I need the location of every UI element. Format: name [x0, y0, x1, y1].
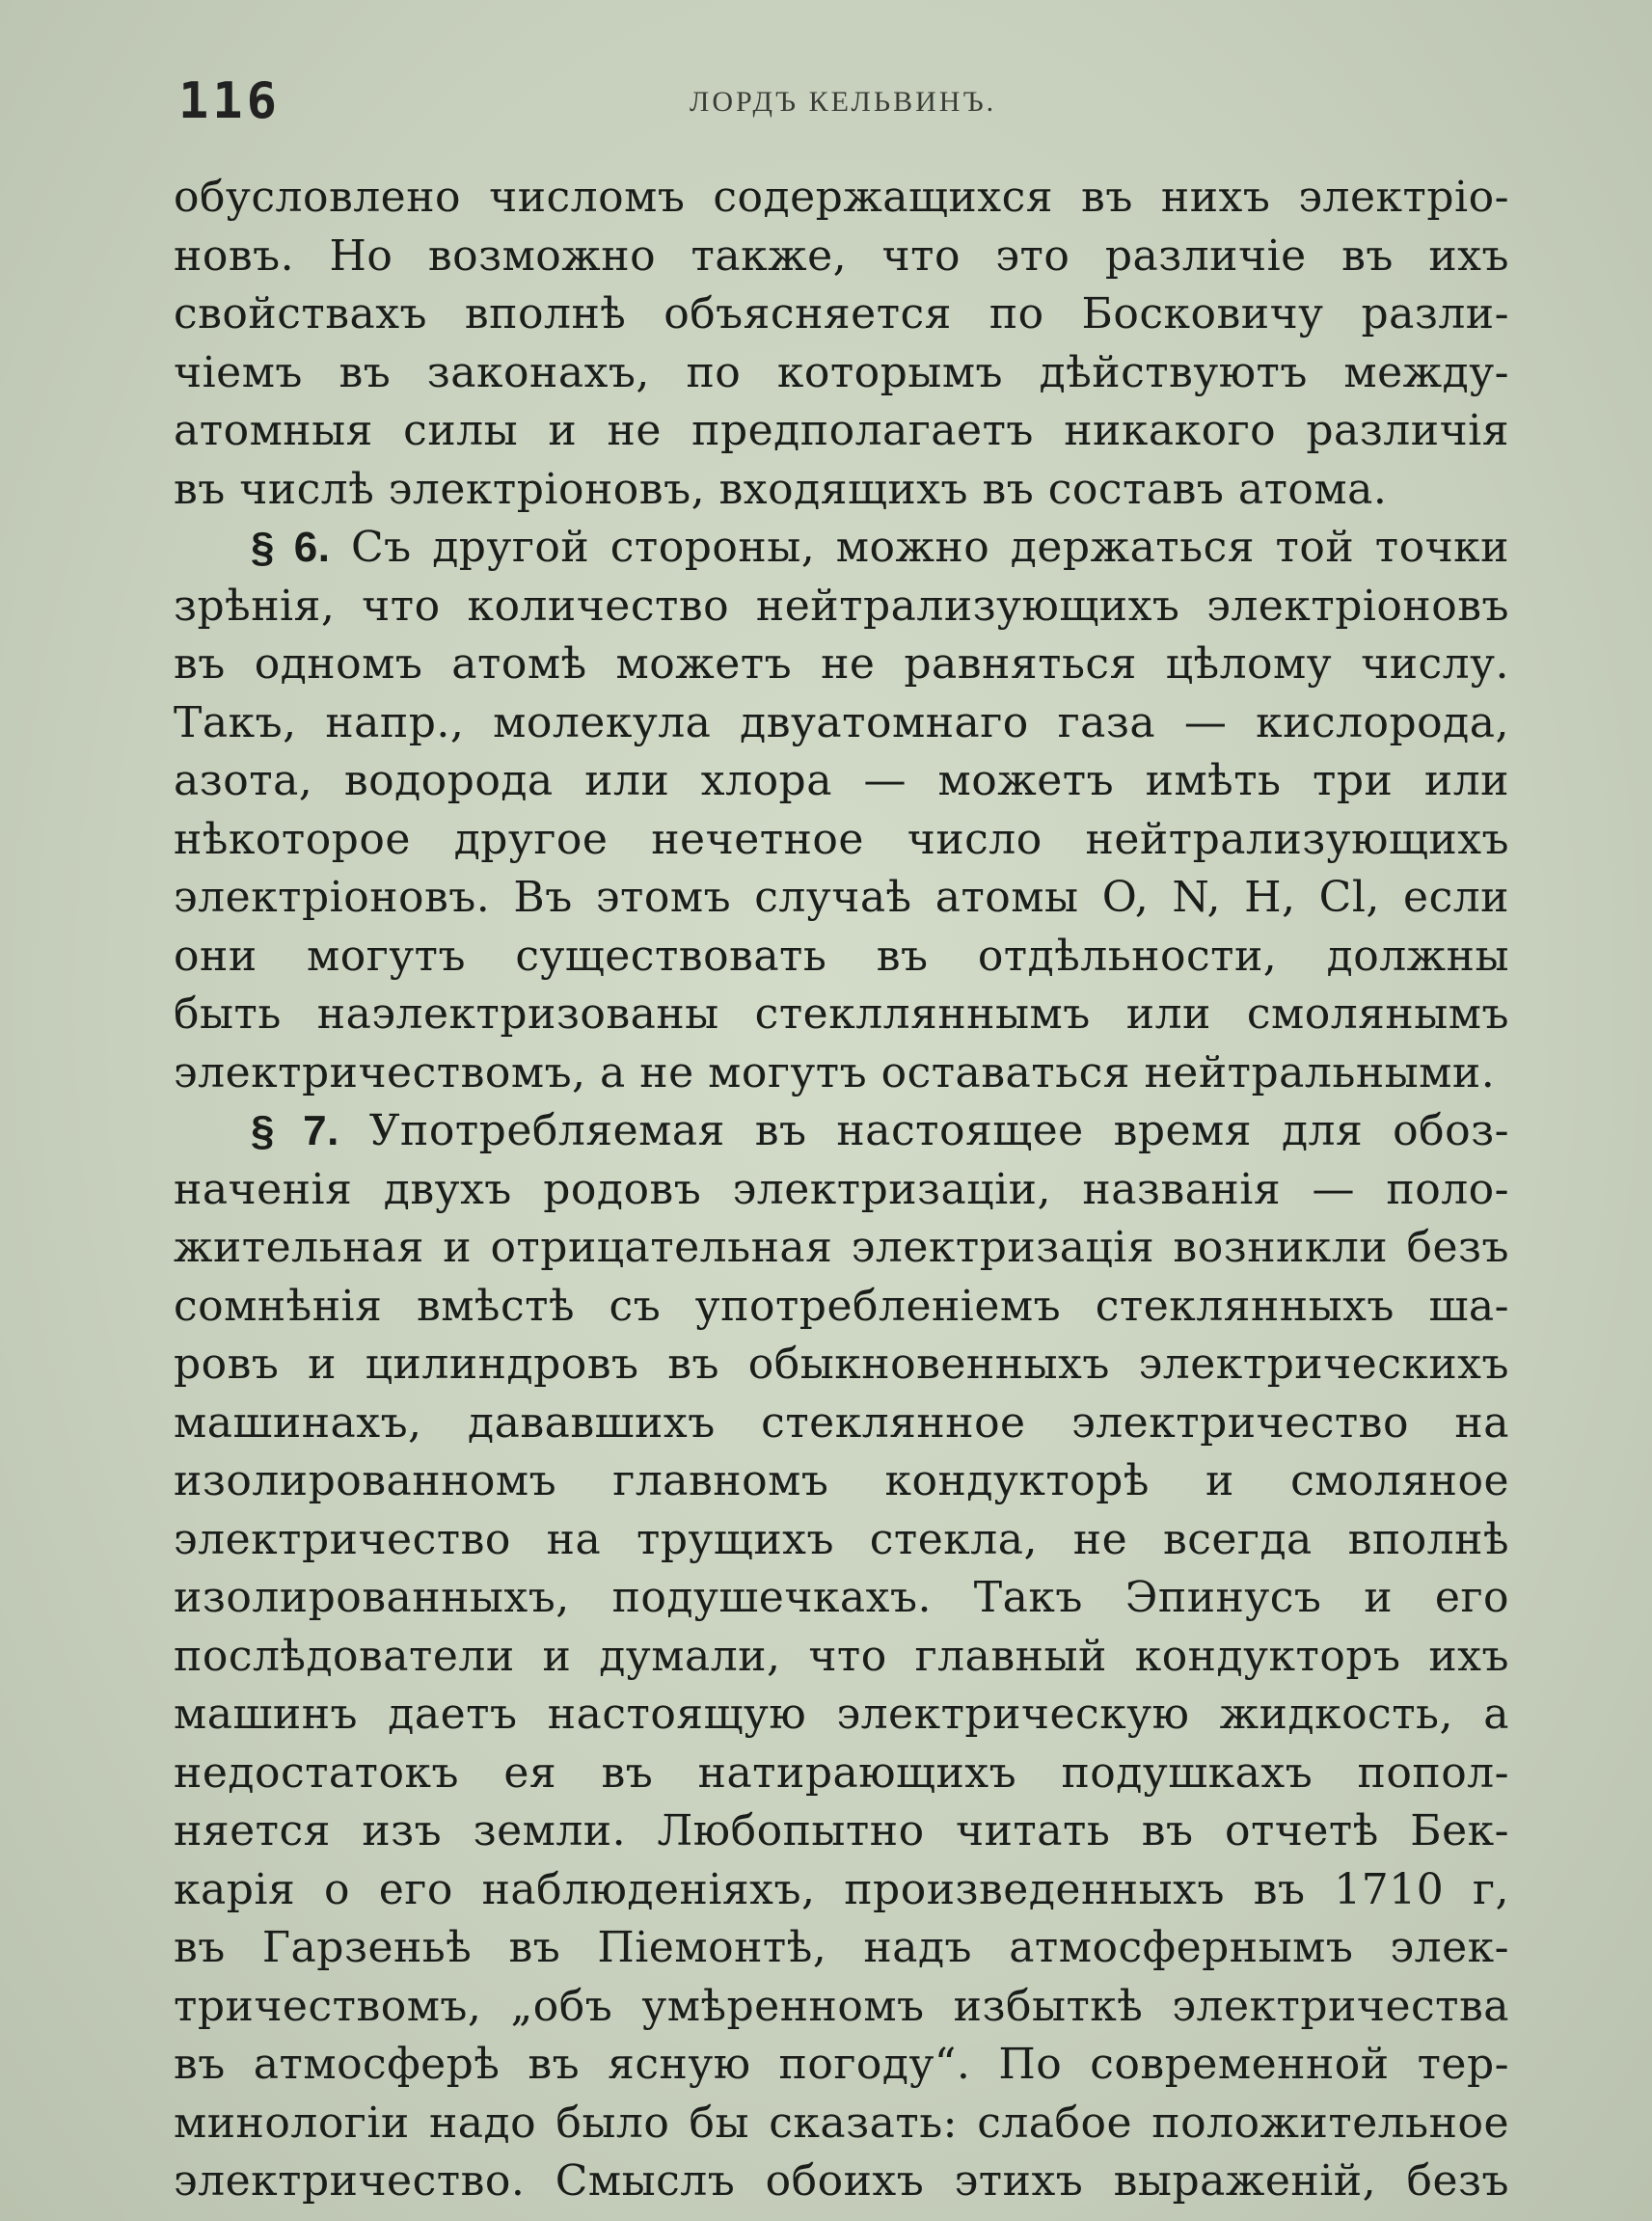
running-head: [178, 72, 1504, 140]
text-segment: Съ другой стороны, можно держаться той точки: [351, 523, 1509, 572]
text-line: Такъ, напр., молекула двуатомнаго газа — кислорода,: [174, 697, 1509, 747]
text-line: электричество. Смыслъ обоихъ этихъ выраженій, безъ: [174, 2156, 1509, 2206]
text-line: электріоновъ. Въ этомъ случаѣ атомы O, N, H, Cl, если: [174, 873, 1509, 922]
text-line: электричествомъ, а не могутъ оставаться нейтральными.: [174, 1047, 1496, 1097]
text-line: карія о его наблюденіяхъ, произведенныхъ въ 1710 г,: [174, 1864, 1509, 1914]
text-line: наченія двухъ родовъ электризаціи, названія — поло-: [174, 1164, 1509, 1214]
text-line: азота, водорода или хлора — можетъ имѣть три или: [174, 756, 1509, 805]
text-line: электричество на трущихъ стекла, не всегда вполнѣ: [174, 1514, 1509, 1564]
text-line: машинахъ, дававшихъ стеклянное электричество на: [174, 1397, 1509, 1448]
text-line: въ атмосферѣ въ ясную погоду“. По современной тер-: [174, 2040, 1509, 2089]
text-line: жительная и отрицательная электризація возникли безъ: [174, 1223, 1509, 1272]
text-line: чіемъ въ законахъ, по которымъ дѣйствуютъ между-: [174, 347, 1509, 397]
running-title: ЛОРДЪ КЕЛЬВИНЪ.: [690, 86, 997, 118]
text-line: въ Гарзеньѣ въ Піемонтѣ, надъ атмосфернымъ элек-: [174, 1923, 1509, 1972]
text-segment: Употребляемая въ настоящее время для обоз-: [368, 1106, 1509, 1155]
text-line: въ числѣ электріоновъ, входящихъ въ составъ атома.: [174, 464, 1388, 514]
text-line: зрѣнія, что количество нейтрализующихъ электріоновъ: [174, 581, 1509, 631]
text-line: обусловлено числомъ содержащихся въ нихъ электріо-: [174, 173, 1509, 222]
text-line: новъ. Но возможно также, что это различіе въ ихъ: [174, 230, 1509, 281]
text-line: нѣкоторое другое нечетное число нейтрализующихъ: [174, 814, 1509, 864]
text-line: ровъ и цилиндровъ въ обыкновенныхъ электрическихъ: [174, 1340, 1509, 1389]
text-line: въ одномъ атомѣ можетъ не равняться цѣлому числу.: [174, 639, 1509, 689]
text-line: свойствахъ вполнѣ объясняется по Босковичу разли-: [174, 289, 1509, 339]
text-line: изолированныхъ, подушечкахъ. Такъ Эпинусъ и его: [174, 1573, 1509, 1622]
page-number: 116: [178, 72, 281, 130]
text-line: послѣдователи и думали, что главный кондукторъ ихъ: [174, 1631, 1509, 1681]
section-6-first-line: [174, 519, 1509, 578]
text-line: быть наэлектризованы стеклляннымъ или смолянымъ: [174, 989, 1509, 1039]
text-line: машинъ даетъ настоящую электрическую жидкость, а: [174, 1690, 1509, 1739]
text-line: изолированномъ главномъ кондукторѣ и смоляное: [174, 1456, 1509, 1505]
text-line: няется изъ земли. Любопытно читать въ отчетѣ Бек-: [174, 1806, 1509, 1855]
text-line: они могутъ существовать въ отдѣльности, должны: [174, 931, 1509, 981]
body-text: [174, 169, 1509, 2211]
text-line: атомныя силы и не предполагаетъ никакого различія: [174, 406, 1509, 455]
text-line: сомнѣнія вмѣстѣ съ употребленіемъ стеклянныхъ ша-: [174, 1281, 1509, 1331]
text-line: недостатокъ ея въ натирающихъ подушкахъ попол-: [174, 1747, 1509, 1798]
text-line: минологіи надо было бы сказать: слабое положительное: [174, 2098, 1509, 2148]
section-number: § 7.: [251, 1107, 339, 1154]
section-7-first-line: [174, 1102, 1509, 1161]
text-line: тричествомъ, „объ умѣренномъ избыткѣ электричества: [174, 1981, 1509, 2031]
section-number: § 6.: [251, 524, 331, 571]
